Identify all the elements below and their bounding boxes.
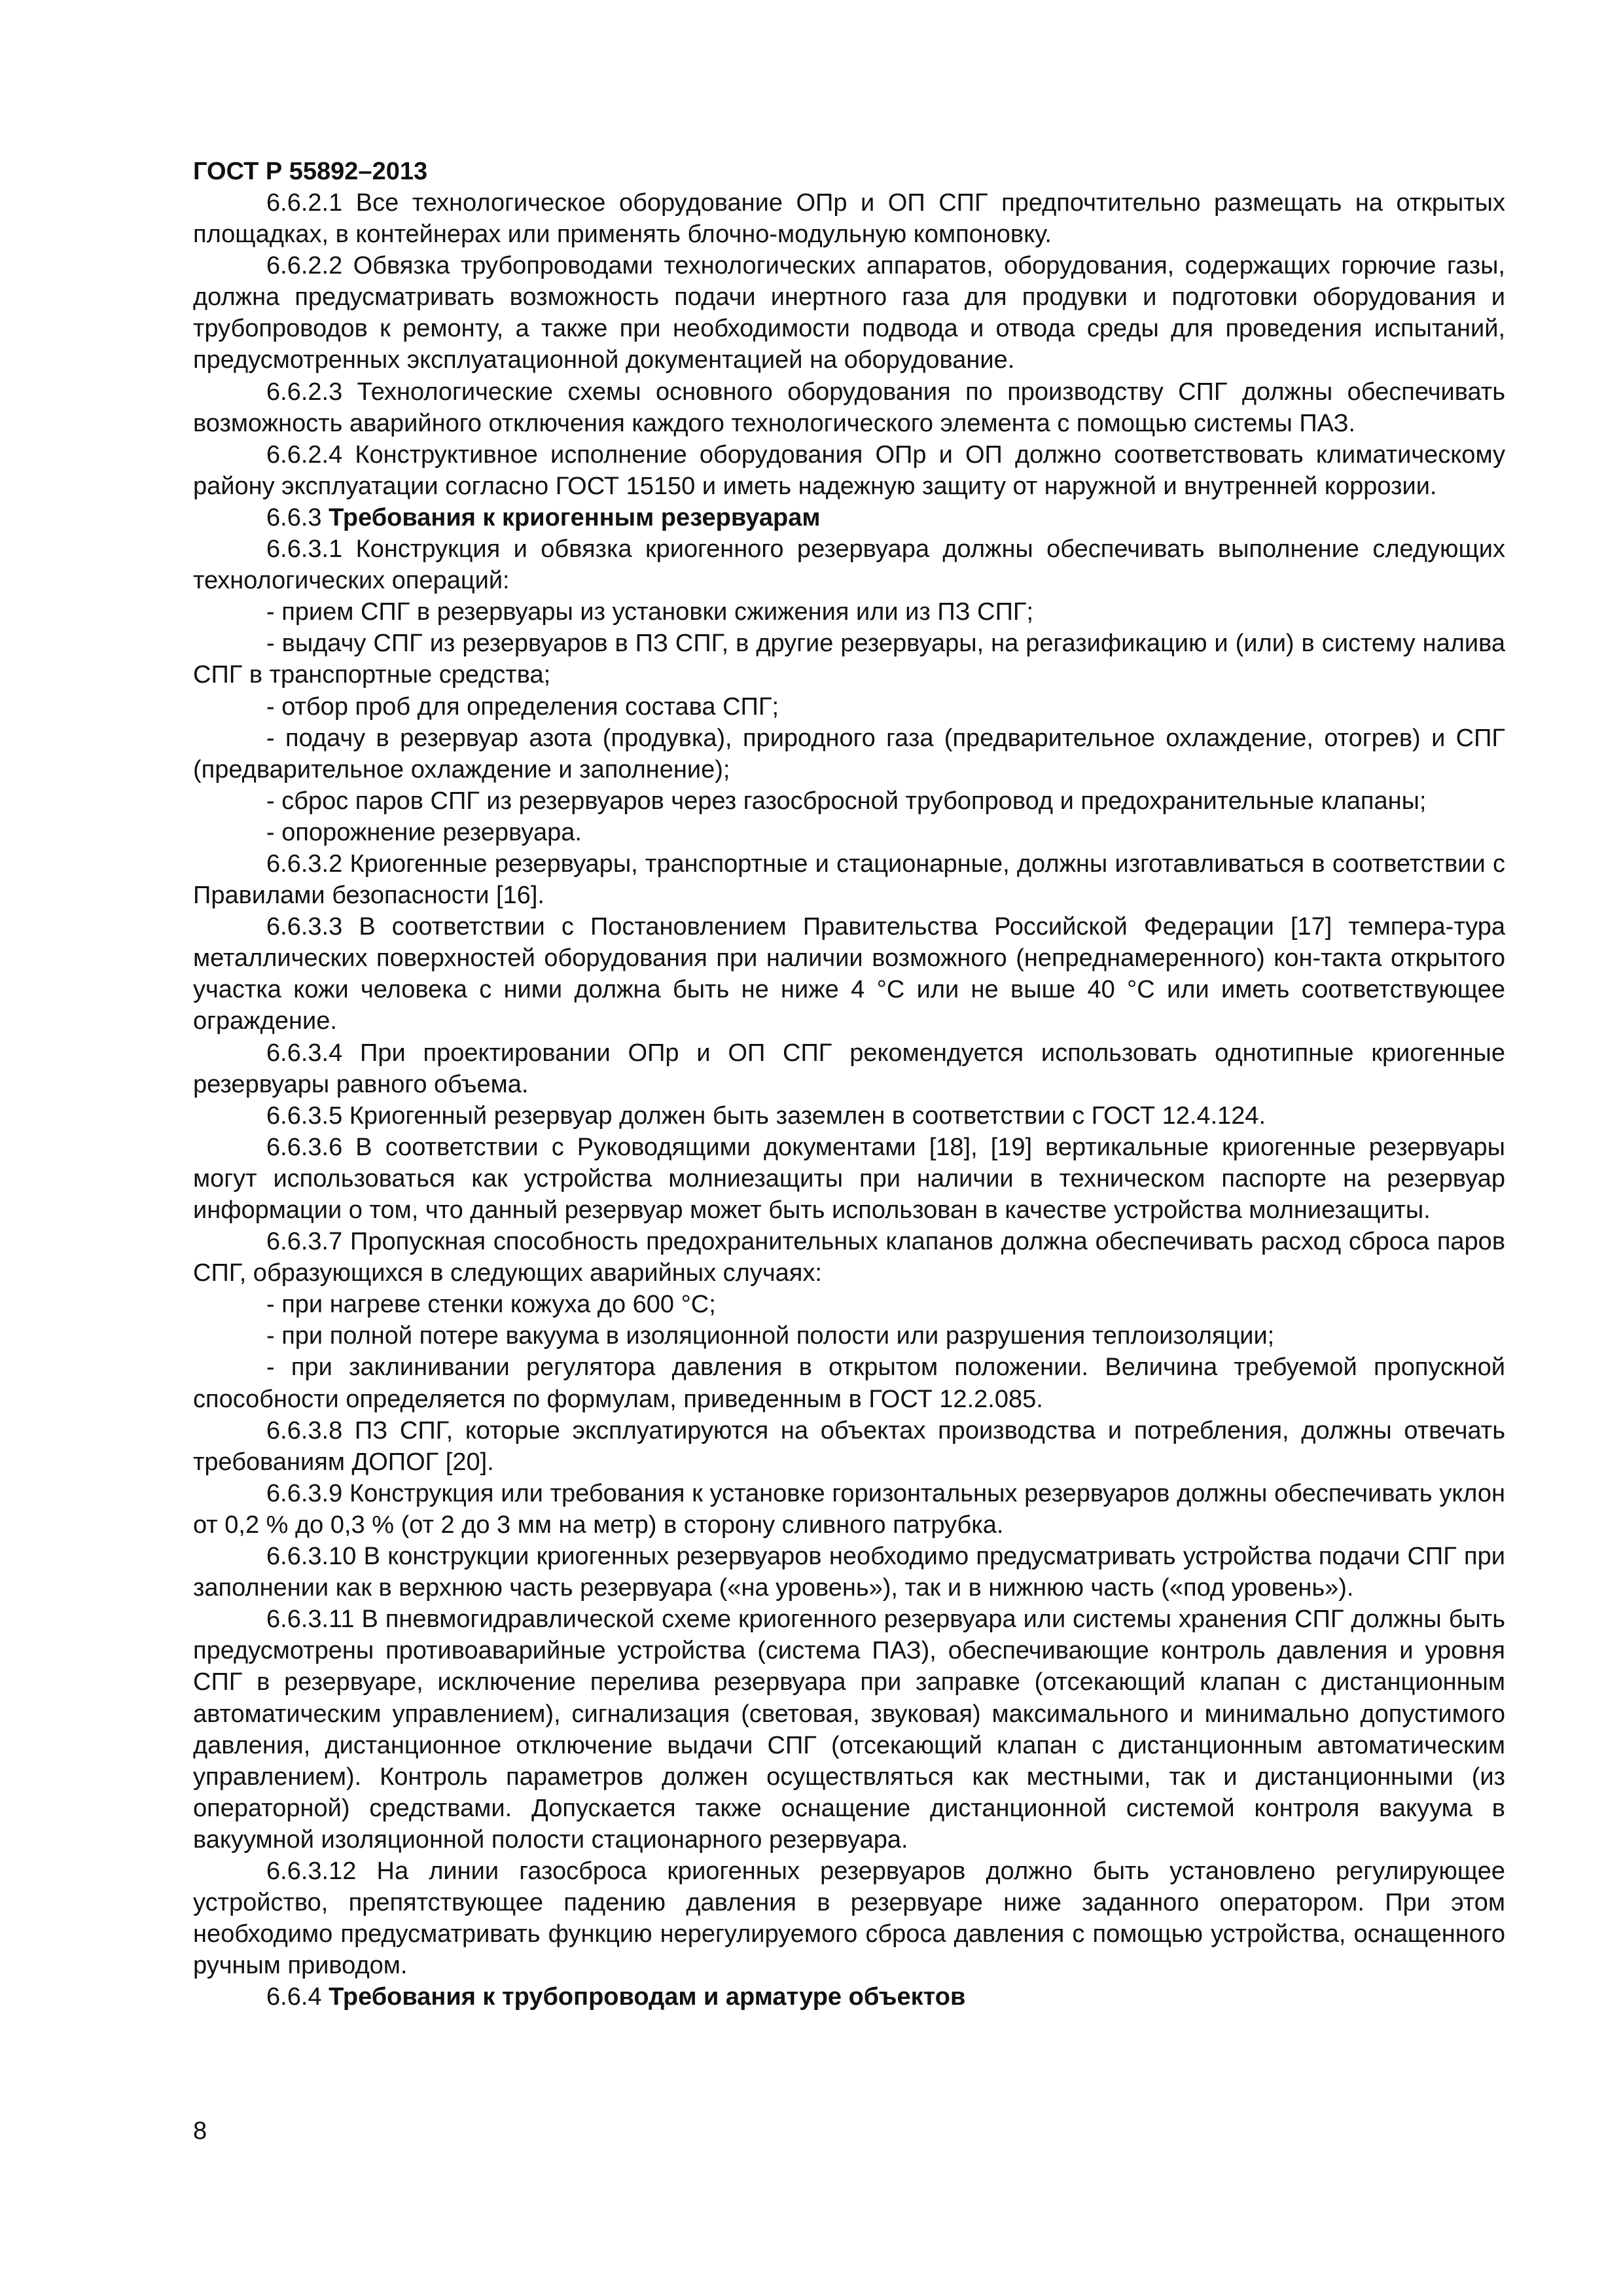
paragraph-6-6-3-7 bbox=[193, 1226, 1505, 1289]
paragraph-text: Конструкция или требования к установке горизонтальных резервуаров должны обеспечивать уклон от 0,2 % до 0,3 % (от 2 до 3 мм на метр) в сторону сливного патрубка. bbox=[193, 1479, 1505, 1539]
paragraph-text: Пропускная способность предохранительных клапанов должна обеспечивать расход сброса паров СПГ, образующихся в следующих аварийных случаях: bbox=[193, 1228, 1506, 1287]
paragraph-6-6-3-6 bbox=[193, 1132, 1505, 1226]
paragraph-6-6-3-10 bbox=[193, 1541, 1505, 1604]
paragraph-6-6-3-1 bbox=[193, 533, 1505, 596]
paragraph-6-6-3-2 bbox=[193, 848, 1505, 911]
document-header: ГОСТ Р 55892–2013 bbox=[193, 158, 428, 185]
paragraph-number: 6.6.3.2 bbox=[266, 850, 343, 878]
list-item bbox=[193, 723, 1505, 785]
list-item bbox=[193, 1289, 1505, 1320]
paragraph-text: - при полной потере вакуума в изоляционной полости или разрушения теплоизоляции; bbox=[266, 1322, 1275, 1350]
list-item bbox=[193, 628, 1505, 691]
paragraph-number: 6.6.3.8 bbox=[266, 1416, 343, 1444]
paragraph-number: 6.6.3.12 bbox=[266, 1857, 357, 1885]
paragraph-text: В соответствии с Постановлением Правительства Российской Федерации [17] темпера-тура металлических поверхностей оборудования при наличии возможного (непреднамеренного) кон-такта открытого участка кожи человека с ними должна быть не ниже 4 °С или не выше 40 °С или иметь соответствующее ограждение. bbox=[193, 913, 1506, 1035]
paragraph-6-6-3-4 bbox=[193, 1037, 1505, 1100]
paragraph-6-6-3-12 bbox=[193, 1856, 1505, 1981]
paragraph-number: 6.6.2.2 bbox=[266, 252, 343, 280]
paragraph-6-6-2-4 bbox=[193, 439, 1505, 502]
list-item bbox=[193, 1320, 1505, 1352]
paragraph-6-6-3-5 bbox=[193, 1100, 1505, 1132]
paragraph-text: Криогенные резервуары, транспортные и стационарные, должны изготавливаться в соответствии с Правилами безопасности [16]. bbox=[193, 850, 1505, 910]
section-heading: Требования к трубопроводам и арматуре объектов bbox=[329, 1983, 966, 2011]
list-item bbox=[193, 691, 1505, 723]
paragraph-number: 6.6.3.4 bbox=[266, 1039, 343, 1067]
paragraph-text: ПЗ СПГ, которые эксплуатируются на объектах производства и потребления, должны отвечать требованиям ДОПОГ [20]. bbox=[193, 1416, 1505, 1476]
paragraph-number: 6.6.3.10 bbox=[266, 1543, 357, 1571]
paragraph-text: В конструкции криогенных резервуаров необходимо предусматривать устройства подачи СПГ при заполнении как в верхнюю часть резервуара («на уровень»), так и в нижнюю часть («под уровень»). bbox=[193, 1543, 1505, 1602]
paragraph-6-6-3 bbox=[193, 502, 1505, 533]
paragraph-text: В пневмогидравлической схеме криогенного резервуара или системы хранения СПГ должны быть предусмотрены противоаварийные устройства (система ПАЗ), обеспечивающие контроль давления и уровня СПГ в резервуаре, исключение перелива резервуара при заправке (отсекающий клапан с дистанционным автоматическим управлением), сигнализация (световая, звуковая) максимального и минимально допустимого давления, дистанционное отключение выдачи СПГ (отсекающий клапан с дистанционным автоматическим управлением). Контроль параметров должен осуществляться как местными, так и дистанционными (из операторной) средствами. Допускается также оснащение дистанционной системой контроля вакуума в вакуумной изоляционной полости стационарного резервуара. bbox=[193, 1605, 1505, 1854]
paragraph-6-6-2-1 bbox=[193, 187, 1505, 250]
paragraph-number: 6.6.3.6 bbox=[266, 1133, 343, 1161]
paragraph-text: - прием СПГ в резервуары из установки сжижения или из ПЗ СПГ; bbox=[266, 598, 1034, 626]
paragraph-number: 6.6.3.5 bbox=[266, 1102, 343, 1130]
list-item bbox=[193, 596, 1505, 628]
paragraph-6-6-3-3 bbox=[193, 911, 1505, 1037]
list-item bbox=[193, 1352, 1505, 1414]
paragraph-number: 6.6.3.7 bbox=[266, 1228, 343, 1256]
paragraph-text: Обвязка трубопроводами технологических аппаратов, оборудования, содержащих горючие газы, должна предусматривать возможность подачи инертного газа для продувки и подготовки оборудования и трубопроводов к ремонту, а также при необходимости подвода и отвода среды для проведения испытаний, предусмотренных эксплуатационной документацией на оборудование. bbox=[193, 252, 1505, 374]
paragraph-6-6-3-8 bbox=[193, 1415, 1505, 1478]
document-body bbox=[193, 187, 1505, 2013]
paragraph-text: - отбор проб для определения состава СПГ; bbox=[266, 692, 779, 721]
paragraph-text: В соответствии с Руководящими документами [18], [19] вертикальные криогенные резервуары могут использоваться как устройства молниезащиты при наличии в техническом паспорте на резервуар информации о том, что данный резервуар может быть использован в качестве устройства молниезащиты. bbox=[193, 1133, 1505, 1224]
paragraph-text: - при нагреве стенки кожуха до 600 °С; bbox=[266, 1291, 716, 1319]
paragraph-number: 6.6.3.1 bbox=[266, 535, 343, 564]
paragraph-text: Технологические схемы основного оборудования по производству СПГ должны обеспечивать возможность аварийного отключения каждого технологического элемента с помощью системы ПАЗ. bbox=[193, 378, 1506, 437]
paragraph-number: 6.6.2.3 bbox=[266, 378, 343, 406]
paragraph-text: Конструктивное исполнение оборудования ОПр и ОП должно соответствовать климатическому району эксплуатации согласно ГОСТ 15150 и иметь надежную защиту от наружной и внутренней коррозии. bbox=[193, 440, 1505, 500]
paragraph-6-6-2-3 bbox=[193, 376, 1505, 439]
paragraph-text: - сброс паров СПГ из резервуаров через газосбросной трубопровод и предохранительные клапаны; bbox=[266, 787, 1427, 815]
paragraph-6-6-4 bbox=[193, 1981, 1505, 2013]
paragraph-6-6-3-9 bbox=[193, 1478, 1505, 1541]
section-heading: Требования к криогенным резервуарам bbox=[329, 503, 821, 531]
list-item bbox=[193, 785, 1505, 817]
paragraph-6-6-2-2 bbox=[193, 250, 1505, 376]
paragraph-number: 6.6.2.4 bbox=[266, 440, 343, 469]
paragraph-number: 6.6.3.3 bbox=[266, 913, 343, 941]
paragraph-text: Конструкция и обвязка криогенного резервуара должны обеспечивать выполнение следующих технологических операций: bbox=[193, 535, 1506, 595]
paragraph-number: 6.6.3 bbox=[266, 503, 322, 531]
paragraph-text: - опорожнение резервуара. bbox=[266, 818, 582, 846]
paragraph-text: На линии газосброса криогенных резервуаров должно быть установлено регулирующее устройство, препятствующее падению давления в резервуаре ниже заданного оператором. При этом необходимо предусматривать функцию нерегулируемого сброса давления с помощью устройства, оснащенного ручным приводом. bbox=[193, 1857, 1505, 1980]
paragraph-number: 6.6.3.9 bbox=[266, 1479, 343, 1507]
paragraph-text: Все технологическое оборудование ОПр и ОП СПГ предпочтительно размещать на открытых площадках, в контейнерах или применять блочно-модульную компоновку. bbox=[193, 189, 1505, 249]
paragraph-text: - при заклинивании регулятора давления в открытом положении. Величина требуемой пропускной способности определяется по формулам, приведенным в ГОСТ 12.2.085. bbox=[193, 1354, 1505, 1413]
paragraph-number: 6.6.3.11 bbox=[266, 1605, 355, 1634]
paragraph-text: При проектировании ОПр и ОП СПГ рекомендуется использовать однотипные криогенные резервуары равного объема. bbox=[193, 1039, 1506, 1098]
page-number: 8 bbox=[193, 2117, 207, 2145]
paragraph-number: 6.6.4 bbox=[266, 1983, 322, 2011]
paragraph-text: - подачу в резервуар азота (продувка), природного газа (предварительное охлаждение, отогрев) и СПГ (предварительное охлаждение и заполнение); bbox=[193, 724, 1505, 783]
list-item bbox=[193, 817, 1505, 848]
paragraph-6-6-3-11 bbox=[193, 1604, 1505, 1856]
paragraph-text: Криогенный резервуар должен быть заземлен в соответствии с ГОСТ 12.4.124. bbox=[349, 1102, 1266, 1130]
paragraph-text: - выдачу СПГ из резервуаров в ПЗ СПГ, в другие резервуары, на регазификацию и (или) в систему налива СПГ в транспортные средства; bbox=[193, 630, 1505, 689]
paragraph-number: 6.6.2.1 bbox=[266, 189, 343, 217]
